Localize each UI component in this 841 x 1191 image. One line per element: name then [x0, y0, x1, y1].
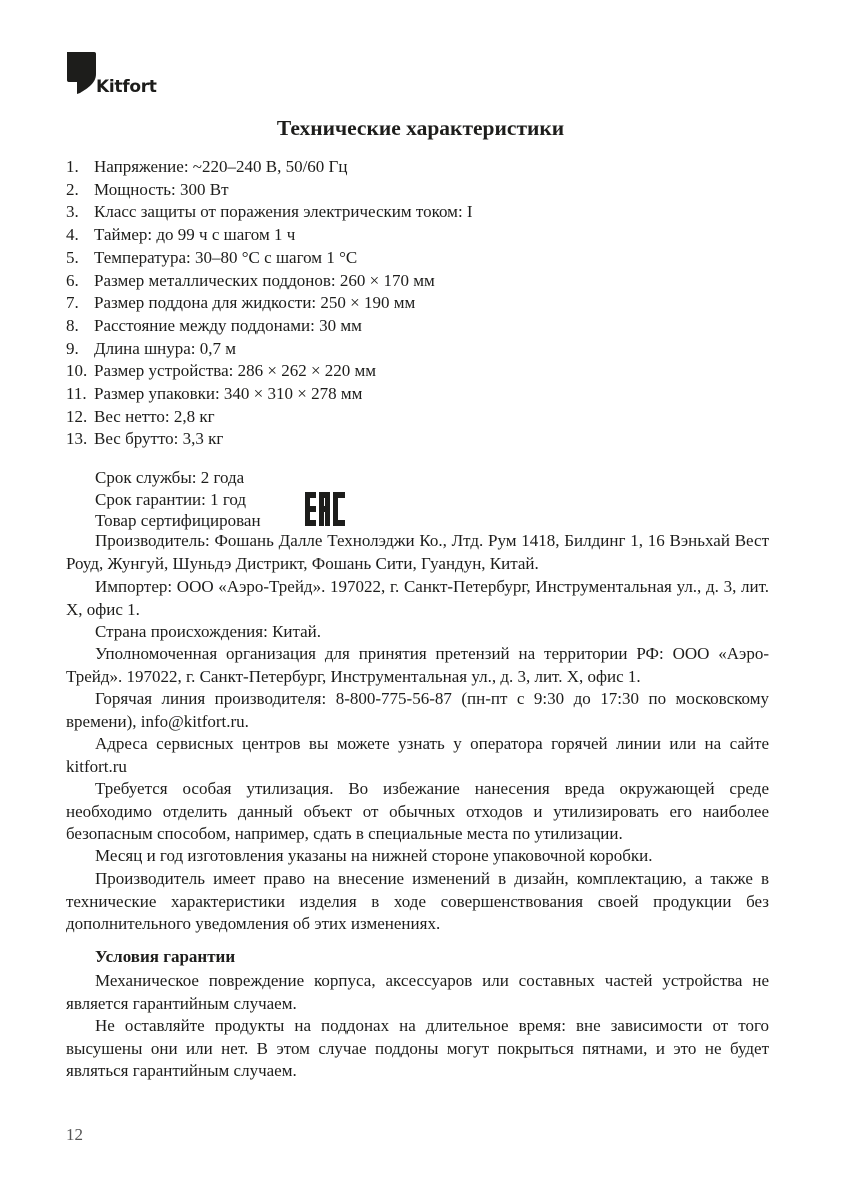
spec-item: 8. Расстояние между поддонами: 30 мм: [66, 315, 362, 335]
spec-list: [66, 156, 776, 451]
service-centers-info: Адреса сервисных центров вы можете узнать у оператора горячей линии или на сайте kitfort.ru: [66, 734, 769, 776]
manufacturer-rights: Производитель имеет право на внесение изменений в дизайн, комплектацию, а также в технические характеристики изделия в ходе совершенствования своей продукции без дополнительного уведомления об этих изменениях.: [66, 869, 769, 934]
spec-item: 6. Размер металлических поддонов: 260 × 170 мм: [66, 270, 435, 290]
brand-logo: [66, 52, 166, 100]
spec-item: 1. Напряжение: ~220–240 В, 50/60 Гц: [66, 157, 348, 176]
warranty-condition: Не оставляйте продукты на поддонах на длительное время: вне зависимости от того высушены они или нет. В этом случае поддоны могут покрыться пятнами, и это не будет являться гарантийным случаем.: [66, 1016, 769, 1081]
spec-item: 13. Вес брутто: 3,3 кг: [66, 429, 224, 449]
spec-item: 5. Температура: 30–80 °C с шагом 1 °C: [66, 247, 358, 267]
spec-item: 3. Класс защиты от поражения электрическим током: I: [66, 202, 473, 222]
service-life: Срок службы: 2 года: [95, 468, 245, 487]
disposal-info: Требуется особая утилизация. Во избежание нанесения вреда окружающей среде необходимо отделить данный объект от обычных отходов и утилизировать его наиболее безопасным способом, например, сдать в специальные места по утилизации.: [66, 779, 769, 844]
claims-organization: Уполномоченная организация для принятия претензий на территории РФ: ООО «Аэро-Трейд». 197022, г. Санкт-Петербург, Инструментальная ул., д. 3, лит. Х, офис 1.: [66, 644, 769, 686]
kitfort-logo-icon: [66, 52, 96, 94]
certification-note: Товар сертифицирован: [95, 511, 261, 530]
warranty-info: [95, 467, 261, 532]
spec-item: 4. Таймер: до 99 ч с шагом 1 ч: [66, 225, 296, 245]
warranty-heading: Условия гарантии: [95, 947, 236, 966]
spec-item: 2. Мощность: 300 Вт: [66, 179, 229, 199]
page-title: Технические характеристики: [276, 116, 565, 140]
country-of-origin: Страна происхождения: Китай.: [95, 622, 322, 641]
spec-item: 9. Длина шнура: 0,7 м: [66, 338, 237, 358]
spec-item: 11. Размер упаковки: 340 × 310 × 278 мм: [66, 384, 363, 404]
spec-item: 7. Размер поддона для жидкости: 250 × 190 мм: [66, 293, 416, 313]
manufacturer-info: Производитель: Фошань Далле Технолэджи Ко., Лтд. Рум 1418, Билдинг 1, 16 Вэньхай Вест Роуд, Жунгуй, Шуньдэ Дистрикт, Фошань Сити, Гуандун, Китай.: [66, 531, 769, 573]
spec-item: 10. Размер устройства: 286 × 262 × 220 мм: [66, 361, 377, 381]
eac-mark-icon: [304, 490, 346, 528]
warranty-period: Срок гарантии: 1 год: [95, 489, 247, 509]
manufacture-date-info: Месяц и год изготовления указаны на нижней стороне упаковочной коробки.: [95, 846, 653, 865]
brand-name: Kitfort: [96, 77, 157, 97]
importer-info: Импортер: ООО «Аэро-Трейд». 197022, г. Санкт-Петербург, Инструментальная ул., д. 3, лит. Х, офис 1.: [66, 577, 769, 619]
page-number: 12: [66, 1125, 83, 1144]
hotline-info: Горячая линия производителя: 8-800-775-56-87 (пн-пт с 9:30 до 17:30 по московскому времени), info@kitfort.ru.: [66, 689, 769, 731]
warranty-condition: Механическое повреждение корпуса, аксессуаров или составных частей устройства не является гарантийным случаем.: [66, 971, 769, 1013]
spec-item: 12. Вес нетто: 2,8 кг: [66, 406, 215, 426]
